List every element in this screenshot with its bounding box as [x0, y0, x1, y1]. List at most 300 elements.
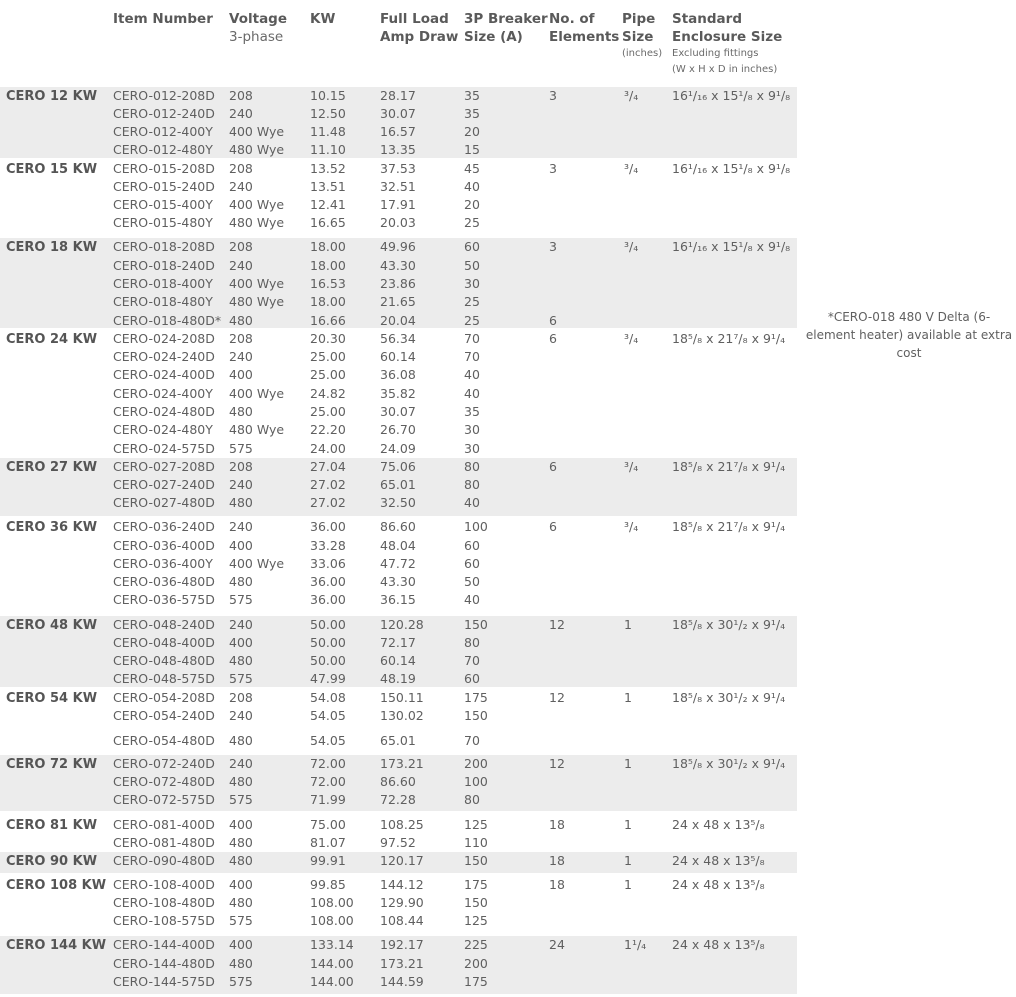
cell-amps: 20.04: [380, 313, 416, 328]
table-row: [0, 160, 797, 178]
group-name: CERO 54 KW: [6, 691, 98, 706]
cell-kw: 16.66: [310, 313, 346, 328]
cell-voltage: 480 Wye: [229, 215, 285, 230]
cell-kw: 27.02: [310, 477, 346, 492]
cell-voltage: 208: [229, 88, 253, 103]
cell-item: CERO-024-400Y: [113, 386, 213, 401]
cell-breaker: 45: [464, 161, 480, 176]
table-row: [0, 214, 797, 232]
cell-amps: 37.53: [380, 161, 416, 176]
product-group: [0, 876, 797, 932]
cell-enclosure: 18⁵/₈ x 21⁷/₈ x 9¹/₄: [672, 331, 786, 346]
cell-voltage: 400: [229, 538, 253, 553]
cell-breaker: 35: [464, 404, 480, 419]
product-group: [0, 616, 797, 687]
cell-voltage: 240: [229, 349, 253, 364]
cell-voltage: 400: [229, 937, 253, 952]
group-name: CERO 12 KW: [6, 89, 98, 104]
cell-voltage: 208: [229, 331, 253, 346]
cell-voltage: 400: [229, 635, 253, 650]
cell-voltage: 575: [229, 671, 253, 686]
header-full-load: [380, 10, 458, 46]
cell-breaker: 50: [464, 574, 480, 589]
cell-breaker: 25: [464, 215, 480, 230]
cell-enclosure: 18⁵/₈ x 30¹/₂ x 9¹/₄: [672, 690, 786, 705]
product-group: [0, 330, 797, 458]
cell-amps: 144.59: [380, 974, 424, 989]
table-row: [0, 348, 797, 366]
table-row: [0, 616, 797, 634]
table-row: [0, 494, 797, 512]
cell-breaker: 15: [464, 142, 480, 157]
product-group: [0, 238, 797, 328]
cell-breaker: 150: [464, 617, 488, 632]
cell-breaker: 175: [464, 974, 488, 989]
cell-breaker: 175: [464, 690, 488, 705]
cell-breaker: 70: [464, 733, 480, 748]
table-row: [0, 440, 797, 458]
table-row: [0, 293, 797, 311]
cell-elements: 12: [549, 617, 565, 632]
cell-item: CERO-024-575D: [113, 441, 215, 456]
table-row: [0, 312, 797, 330]
cell-kw: 54.08: [310, 690, 346, 705]
product-group: [0, 87, 797, 158]
table-row: [0, 141, 797, 159]
cell-item: CERO-015-240D: [113, 179, 215, 194]
cell-kw: 36.00: [310, 592, 346, 607]
cell-voltage: 400 Wye: [229, 124, 285, 139]
cell-item: CERO-036-400D: [113, 538, 215, 553]
cell-voltage: 208: [229, 690, 253, 705]
cell-amps: 16.57: [380, 124, 416, 139]
cell-kw: 36.00: [310, 519, 346, 534]
cell-amps: 150.11: [380, 690, 424, 705]
table-row: [0, 366, 797, 384]
table-header: [0, 10, 800, 86]
cell-item: CERO-072-480D: [113, 774, 215, 789]
cell-item: CERO-144-400D: [113, 937, 215, 952]
cell-voltage: 208: [229, 239, 253, 254]
table-row: [0, 123, 797, 141]
cell-voltage: 208: [229, 459, 253, 474]
cell-elements: 3: [549, 239, 557, 254]
cell-item: CERO-048-575D: [113, 671, 215, 686]
cell-item: CERO-024-480Y: [113, 422, 213, 437]
table-row: [0, 518, 797, 536]
cell-enclosure: 16¹/₁₆ x 15¹/₈ x 9¹/₈: [672, 161, 791, 176]
cell-amps: 72.28: [380, 792, 416, 807]
cell-kw: 133.14: [310, 937, 354, 952]
cell-voltage: 240: [229, 106, 253, 121]
cell-kw: 18.00: [310, 258, 346, 273]
header-elements: [549, 10, 619, 46]
cell-kw: 144.00: [310, 956, 354, 971]
cell-item: CERO-012-480Y: [113, 142, 213, 157]
table-row: [0, 573, 797, 591]
cell-enclosure: 18⁵/₈ x 21⁷/₈ x 9¹/₄: [672, 459, 786, 474]
cell-voltage: 400: [229, 817, 253, 832]
cell-pipe: ³/₄: [624, 331, 639, 346]
cell-voltage: 480: [229, 733, 253, 748]
table-row: [0, 476, 797, 494]
product-group: [0, 852, 797, 873]
cell-item: CERO-048-480D: [113, 653, 215, 668]
header-full-load-line1: Full Load: [380, 11, 449, 27]
cell-voltage: 480 Wye: [229, 422, 285, 437]
cell-item: CERO-108-400D: [113, 877, 215, 892]
cell-amps: 48.19: [380, 671, 416, 686]
header-item-number: [113, 10, 213, 28]
cell-breaker: 110: [464, 835, 488, 850]
cell-breaker: 35: [464, 88, 480, 103]
cell-voltage: 575: [229, 592, 253, 607]
cell-breaker: 40: [464, 495, 480, 510]
cell-kw: 108.00: [310, 895, 354, 910]
header-voltage: [229, 10, 287, 46]
product-group: [0, 160, 797, 234]
cell-amps: 49.96: [380, 239, 416, 254]
cell-amps: 26.70: [380, 422, 416, 437]
cell-kw: 20.30: [310, 331, 346, 346]
cell-kw: 11.48: [310, 124, 346, 139]
cell-voltage: 400: [229, 367, 253, 382]
table-row: [0, 912, 797, 930]
cell-elements: 18: [549, 877, 565, 892]
cell-breaker: 100: [464, 774, 488, 789]
cell-item: CERO-108-575D: [113, 913, 215, 928]
table-row: [0, 87, 797, 105]
cell-kw: 11.10: [310, 142, 346, 157]
header-pipe: [622, 10, 662, 62]
table-row: [0, 670, 797, 688]
cell-amps: 60.14: [380, 349, 416, 364]
cell-kw: 72.00: [310, 774, 346, 789]
cell-breaker: 30: [464, 422, 480, 437]
cell-voltage: 480: [229, 956, 253, 971]
cell-pipe: 1¹/₄: [624, 937, 647, 952]
cell-item: CERO-024-240D: [113, 349, 215, 364]
table-row: [0, 973, 797, 991]
cell-elements: 18: [549, 817, 565, 832]
table-row: [0, 707, 797, 725]
cell-breaker: 125: [464, 817, 488, 832]
table-row: [0, 755, 797, 773]
cell-pipe: ³/₄: [624, 239, 639, 254]
cell-item: CERO-012-240D: [113, 106, 215, 121]
cell-voltage: 575: [229, 913, 253, 928]
cell-breaker: 35: [464, 106, 480, 121]
cell-elements: 3: [549, 88, 557, 103]
cell-elements: 6: [549, 331, 557, 346]
cell-elements: 18: [549, 853, 565, 868]
product-group: [0, 755, 797, 811]
cell-item: CERO-024-480D: [113, 404, 215, 419]
cell-amps: 36.15: [380, 592, 416, 607]
cell-breaker: 25: [464, 313, 480, 328]
cell-item: CERO-054-208D: [113, 690, 215, 705]
table-row: [0, 773, 797, 791]
cell-breaker: 40: [464, 386, 480, 401]
cell-item: CERO-054-240D: [113, 708, 215, 723]
cell-kw: 71.99: [310, 792, 346, 807]
table-row: [0, 894, 797, 912]
cell-breaker: 150: [464, 853, 488, 868]
cell-breaker: 30: [464, 276, 480, 291]
cell-breaker: 70: [464, 349, 480, 364]
cell-breaker: 125: [464, 913, 488, 928]
cell-item: CERO-012-400Y: [113, 124, 213, 139]
cell-voltage: 575: [229, 792, 253, 807]
cell-breaker: 100: [464, 519, 488, 534]
cell-amps: 60.14: [380, 653, 416, 668]
cell-voltage: 240: [229, 477, 253, 492]
cell-amps: 32.50: [380, 495, 416, 510]
cell-item: CERO-018-208D: [113, 239, 215, 254]
cell-voltage: 480: [229, 853, 253, 868]
header-enclosure: [672, 10, 782, 78]
header-enclosure-note2: (W x H x D in inches): [672, 64, 778, 75]
cell-pipe: ³/₄: [624, 161, 639, 176]
cell-amps: 48.04: [380, 538, 416, 553]
cell-elements: 6: [549, 313, 557, 328]
cell-kw: 18.00: [310, 239, 346, 254]
table-row: [0, 816, 797, 834]
table-row: [0, 178, 797, 196]
cell-voltage: 480: [229, 653, 253, 668]
cell-kw: 33.28: [310, 538, 346, 553]
table-row: [0, 834, 797, 852]
group-name: CERO 36 KW: [6, 520, 98, 535]
group-name: CERO 27 KW: [6, 460, 98, 475]
cell-amps: 21.65: [380, 294, 416, 309]
cell-elements: 6: [549, 519, 557, 534]
cell-enclosure: 16¹/₁₆ x 15¹/₈ x 9¹/₈: [672, 239, 791, 254]
cell-breaker: 70: [464, 653, 480, 668]
cell-kw: 50.00: [310, 617, 346, 632]
cell-item: CERO-015-208D: [113, 161, 215, 176]
header-full-load-line2: Amp Draw: [380, 29, 459, 45]
cell-kw: 27.04: [310, 459, 346, 474]
header-voltage-label: Voltage: [229, 11, 287, 27]
cell-pipe: 1: [624, 756, 632, 771]
cell-amps: 47.72: [380, 556, 416, 571]
cell-amps: 72.17: [380, 635, 416, 650]
cell-pipe: 1: [624, 877, 632, 892]
group-name: CERO 72 KW: [6, 757, 98, 772]
cell-amps: 192.17: [380, 937, 424, 952]
header-elements-line2: Elements: [549, 29, 620, 45]
cell-kw: 24.00: [310, 441, 346, 456]
header-pipe-sub: (inches): [622, 48, 663, 59]
cell-item: CERO-018-240D: [113, 258, 215, 273]
cell-amps: 43.30: [380, 574, 416, 589]
cell-item: CERO-012-208D: [113, 88, 215, 103]
cell-enclosure: 18⁵/₈ x 30¹/₂ x 9¹/₄: [672, 617, 786, 632]
group-name: CERO 18 KW: [6, 240, 98, 255]
cell-breaker: 80: [464, 635, 480, 650]
header-kw-label: KW: [310, 11, 336, 27]
cell-item: CERO-048-240D: [113, 617, 215, 632]
table-row: [0, 852, 797, 870]
cell-voltage: 575: [229, 441, 253, 456]
cell-elements: 6: [549, 459, 557, 474]
cell-kw: 22.20: [310, 422, 346, 437]
cell-kw: 108.00: [310, 913, 354, 928]
cell-amps: 20.03: [380, 215, 416, 230]
header-breaker-line2: Size (A): [464, 29, 523, 45]
table-row: [0, 634, 797, 652]
table-row: [0, 105, 797, 123]
cell-item: CERO-024-400D: [113, 367, 215, 382]
cell-amps: 35.82: [380, 386, 416, 401]
table-row: [0, 385, 797, 403]
cell-elements: 12: [549, 690, 565, 705]
cell-voltage: 240: [229, 258, 253, 273]
cell-pipe: ³/₄: [624, 88, 639, 103]
cell-voltage: 400: [229, 877, 253, 892]
cell-breaker: 20: [464, 124, 480, 139]
cell-kw: 25.00: [310, 349, 346, 364]
cell-voltage: 400 Wye: [229, 276, 285, 291]
cell-item: CERO-015-400Y: [113, 197, 213, 212]
cell-voltage: 480: [229, 574, 253, 589]
cell-kw: 36.00: [310, 574, 346, 589]
cell-breaker: 40: [464, 179, 480, 194]
cell-kw: 72.00: [310, 756, 346, 771]
cell-breaker: 50: [464, 258, 480, 273]
cell-pipe: ³/₄: [624, 459, 639, 474]
cell-kw: 16.65: [310, 215, 346, 230]
cell-pipe: 1: [624, 617, 632, 632]
cell-amps: 30.07: [380, 106, 416, 121]
cell-amps: 17.91: [380, 197, 416, 212]
header-pipe-line1: Pipe: [622, 11, 656, 27]
cell-amps: 97.52: [380, 835, 416, 850]
cell-amps: 86.60: [380, 774, 416, 789]
cell-breaker: 225: [464, 937, 488, 952]
cell-amps: 108.44: [380, 913, 424, 928]
cell-kw: 33.06: [310, 556, 346, 571]
cell-kw: 12.50: [310, 106, 346, 121]
cell-amps: 28.17: [380, 88, 416, 103]
cell-enclosure: 24 x 48 x 13⁵/₈: [672, 817, 765, 832]
cell-breaker: 60: [464, 556, 480, 571]
cell-voltage: 480: [229, 835, 253, 850]
cell-kw: 144.00: [310, 974, 354, 989]
cell-pipe: ³/₄: [624, 519, 639, 534]
table-row: [0, 591, 797, 609]
table-row: [0, 238, 797, 256]
table-row: [0, 689, 797, 707]
table-row: [0, 330, 797, 348]
cell-enclosure: 16¹/₁₆ x 15¹/₈ x 9¹/₈: [672, 88, 791, 103]
cell-breaker: 80: [464, 459, 480, 474]
cell-voltage: 480 Wye: [229, 142, 285, 157]
cell-amps: 86.60: [380, 519, 416, 534]
table-row: [0, 458, 797, 476]
cell-kw: 18.00: [310, 294, 346, 309]
cell-elements: 24: [549, 937, 565, 952]
group-name: CERO 108 KW: [6, 878, 107, 893]
cell-voltage: 480: [229, 895, 253, 910]
cell-amps: 129.90: [380, 895, 424, 910]
cell-kw: 99.85: [310, 877, 346, 892]
header-item-number-label: Item Number: [113, 11, 213, 27]
cell-item: CERO-036-400Y: [113, 556, 213, 571]
cell-item: CERO-108-480D: [113, 895, 215, 910]
cell-kw: 54.05: [310, 708, 346, 723]
cell-item: CERO-072-240D: [113, 756, 215, 771]
cell-voltage: 240: [229, 617, 253, 632]
cell-item: CERO-090-480D: [113, 853, 215, 868]
cell-elements: 12: [549, 756, 565, 771]
cell-kw: 24.82: [310, 386, 346, 401]
cell-amps: 32.51: [380, 179, 416, 194]
cell-item: CERO-027-480D: [113, 495, 215, 510]
cell-kw: 16.53: [310, 276, 346, 291]
cell-amps: 173.21: [380, 756, 424, 771]
cell-breaker: 40: [464, 592, 480, 607]
cell-enclosure: 18⁵/₈ x 21⁷/₈ x 9¹/₄: [672, 519, 786, 534]
cell-item: CERO-144-480D: [113, 956, 215, 971]
table-row: [0, 537, 797, 555]
header-pipe-line2: Size: [622, 29, 654, 45]
group-name: CERO 24 KW: [6, 332, 98, 347]
cell-amps: 65.01: [380, 733, 416, 748]
cell-amps: 130.02: [380, 708, 424, 723]
product-group: [0, 518, 797, 610]
header-enclosure-note1: Excluding fittings: [672, 48, 759, 59]
cell-amps: 75.06: [380, 459, 416, 474]
cell-kw: 27.02: [310, 495, 346, 510]
cell-item: CERO-081-480D: [113, 835, 215, 850]
group-name: CERO 90 KW: [6, 854, 98, 869]
cell-enclosure: 24 x 48 x 13⁵/₈: [672, 937, 765, 952]
cell-voltage: 575: [229, 974, 253, 989]
group-name: CERO 48 KW: [6, 618, 98, 633]
group-name: CERO 81 KW: [6, 818, 98, 833]
cell-kw: 99.91: [310, 853, 346, 868]
table-row: [0, 732, 797, 750]
cell-kw: 13.51: [310, 179, 346, 194]
cell-item: CERO-144-575D: [113, 974, 215, 989]
cell-voltage: 480: [229, 404, 253, 419]
cell-kw: 13.52: [310, 161, 346, 176]
cell-item: CERO-018-480D*: [113, 313, 222, 328]
cell-amps: 120.17: [380, 853, 424, 868]
group-name: CERO 144 KW: [6, 938, 107, 953]
cell-voltage: 240: [229, 179, 253, 194]
cell-elements: 3: [549, 161, 557, 176]
group-name: CERO 15 KW: [6, 162, 98, 177]
cell-item: CERO-054-480D: [113, 733, 215, 748]
cell-breaker: 20: [464, 197, 480, 212]
cell-kw: 50.00: [310, 653, 346, 668]
cell-breaker: 60: [464, 671, 480, 686]
cell-amps: 56.34: [380, 331, 416, 346]
header-enclosure-line2: Enclosure Size: [672, 29, 783, 45]
cell-pipe: 1: [624, 817, 632, 832]
cell-enclosure: 24 x 48 x 13⁵/₈: [672, 853, 765, 868]
cell-item: CERO-015-480Y: [113, 215, 213, 230]
cell-amps: 43.30: [380, 258, 416, 273]
cell-breaker: 150: [464, 708, 488, 723]
header-elements-line1: No. of: [549, 11, 595, 27]
cell-kw: 25.00: [310, 404, 346, 419]
product-group: [0, 816, 797, 850]
table-row: [0, 652, 797, 670]
